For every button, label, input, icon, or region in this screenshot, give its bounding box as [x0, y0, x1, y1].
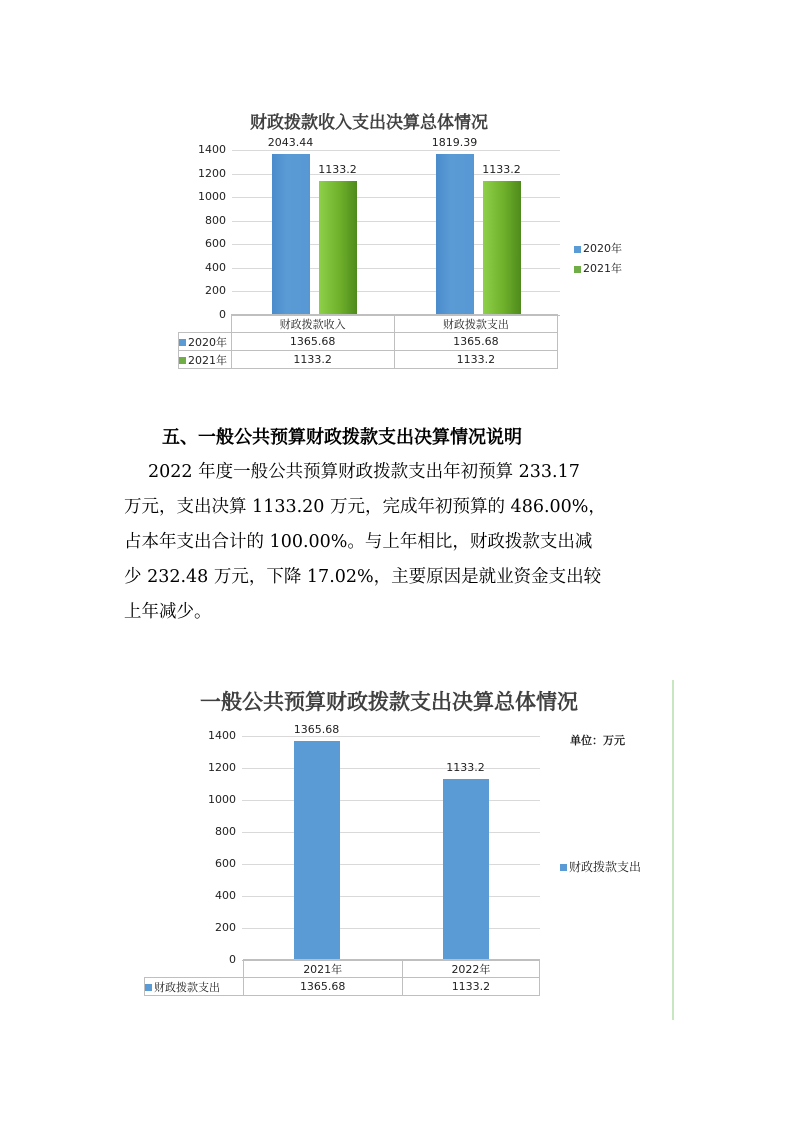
chart2-table-row-head: 财政拨款支出 [145, 978, 244, 996]
section-heading: 五、一般公共预算财政拨款支出决算情况说明 [162, 427, 522, 448]
legend-label: 2020年 [583, 242, 622, 255]
bar [436, 154, 474, 315]
y-tick-label: 600 [205, 237, 226, 251]
legend-key-icon [560, 864, 567, 871]
bar-value-label: 1365.68 [293, 723, 340, 737]
bar-value-label: 1133.2 [482, 163, 521, 177]
paragraph-line: 2022 年度一般公共预算财政拨款支出年初预算 233.17 [148, 462, 580, 482]
chart2-data-table [144, 959, 540, 996]
y-tick-label: 200 [205, 284, 226, 298]
y-tick-label: 1200 [208, 761, 236, 774]
gridline [242, 800, 540, 801]
series-key-icon [145, 984, 152, 991]
chart2-category-label: 2021年 [243, 960, 402, 978]
bar [483, 181, 521, 315]
bar [443, 779, 489, 960]
y-tick-label: 1200 [198, 166, 226, 180]
bar [294, 741, 340, 960]
bar [272, 154, 310, 315]
legend-item [574, 260, 622, 276]
chart1-table-row-head: 2020年 [179, 333, 232, 351]
bar-value-label: 1133.2 [446, 760, 485, 774]
y-tick-label: 0 [229, 953, 236, 966]
legend-key-icon [574, 246, 581, 253]
gridline [242, 896, 540, 897]
chart2-title: 一般公共预算财政拨款支出决算总体情况 [200, 689, 578, 714]
y-tick-label: 400 [215, 889, 236, 902]
paragraph-line: 占本年支出合计的 100.00%。与上年相比，财政拨款支出减 [124, 532, 593, 552]
section-paragraph [124, 455, 669, 630]
chart1-category-label: 财政拨款收入 [231, 315, 394, 333]
y-tick-label: 1400 [208, 729, 236, 742]
chart1-table-cell: 1365.68 [394, 333, 557, 351]
legend-key-icon [574, 266, 581, 273]
chart1-data-table [178, 314, 558, 369]
y-tick-label: 800 [205, 213, 226, 227]
y-tick-label: 200 [215, 921, 236, 934]
legend-label: 财政拨款支出 [569, 860, 642, 874]
chart1-table-cell: 1133.2 [394, 351, 557, 369]
bar-value-label: 2043.44 [267, 136, 314, 150]
chart1-title: 财政拨款收入支出决算总体情况 [250, 113, 488, 133]
chart2-category-label: 2022年 [402, 960, 539, 978]
chart1-category-label: 财政拨款支出 [394, 315, 557, 333]
chart2-unit-label: 单位：万元 [570, 734, 625, 747]
y-tick-label: 0 [219, 308, 226, 321]
y-tick-label: 600 [215, 857, 236, 870]
paragraph-line: 上年减少。 [124, 602, 212, 622]
paragraph-line: 少 232.48 万元，下降 17.02%，主要原因是就业资金支出较 [124, 567, 602, 587]
chart2-table-cell: 1133.2 [402, 978, 539, 996]
chart2-right-border [672, 680, 674, 1020]
chart1-table-cell: 1133.2 [231, 351, 394, 369]
y-tick-label: 1400 [198, 143, 226, 156]
gridline [242, 864, 540, 865]
chart2-table-cell: 1365.68 [243, 978, 402, 996]
gridline [242, 832, 540, 833]
y-tick-label: 1000 [198, 190, 226, 204]
chart1-table-cell: 1365.68 [231, 333, 394, 351]
paragraph-line: 万元，支出决算 1133.20 万元，完成年初预算的 486.00%， [124, 497, 606, 517]
series-key-icon [179, 339, 186, 346]
gridline [232, 150, 560, 151]
legend-label: 2021年 [583, 262, 622, 275]
bar [319, 181, 357, 315]
legend-item [560, 858, 641, 875]
legend-item [574, 240, 622, 256]
series-key-icon [179, 357, 186, 364]
bar-value-label: 1819.39 [431, 136, 478, 150]
gridline [242, 928, 540, 929]
bar-value-label: 1133.2 [318, 163, 357, 177]
y-tick-label: 1000 [208, 793, 236, 806]
chart1-table-row-head: 2021年 [179, 351, 232, 369]
y-tick-label: 400 [205, 260, 226, 274]
y-tick-label: 800 [215, 825, 236, 838]
